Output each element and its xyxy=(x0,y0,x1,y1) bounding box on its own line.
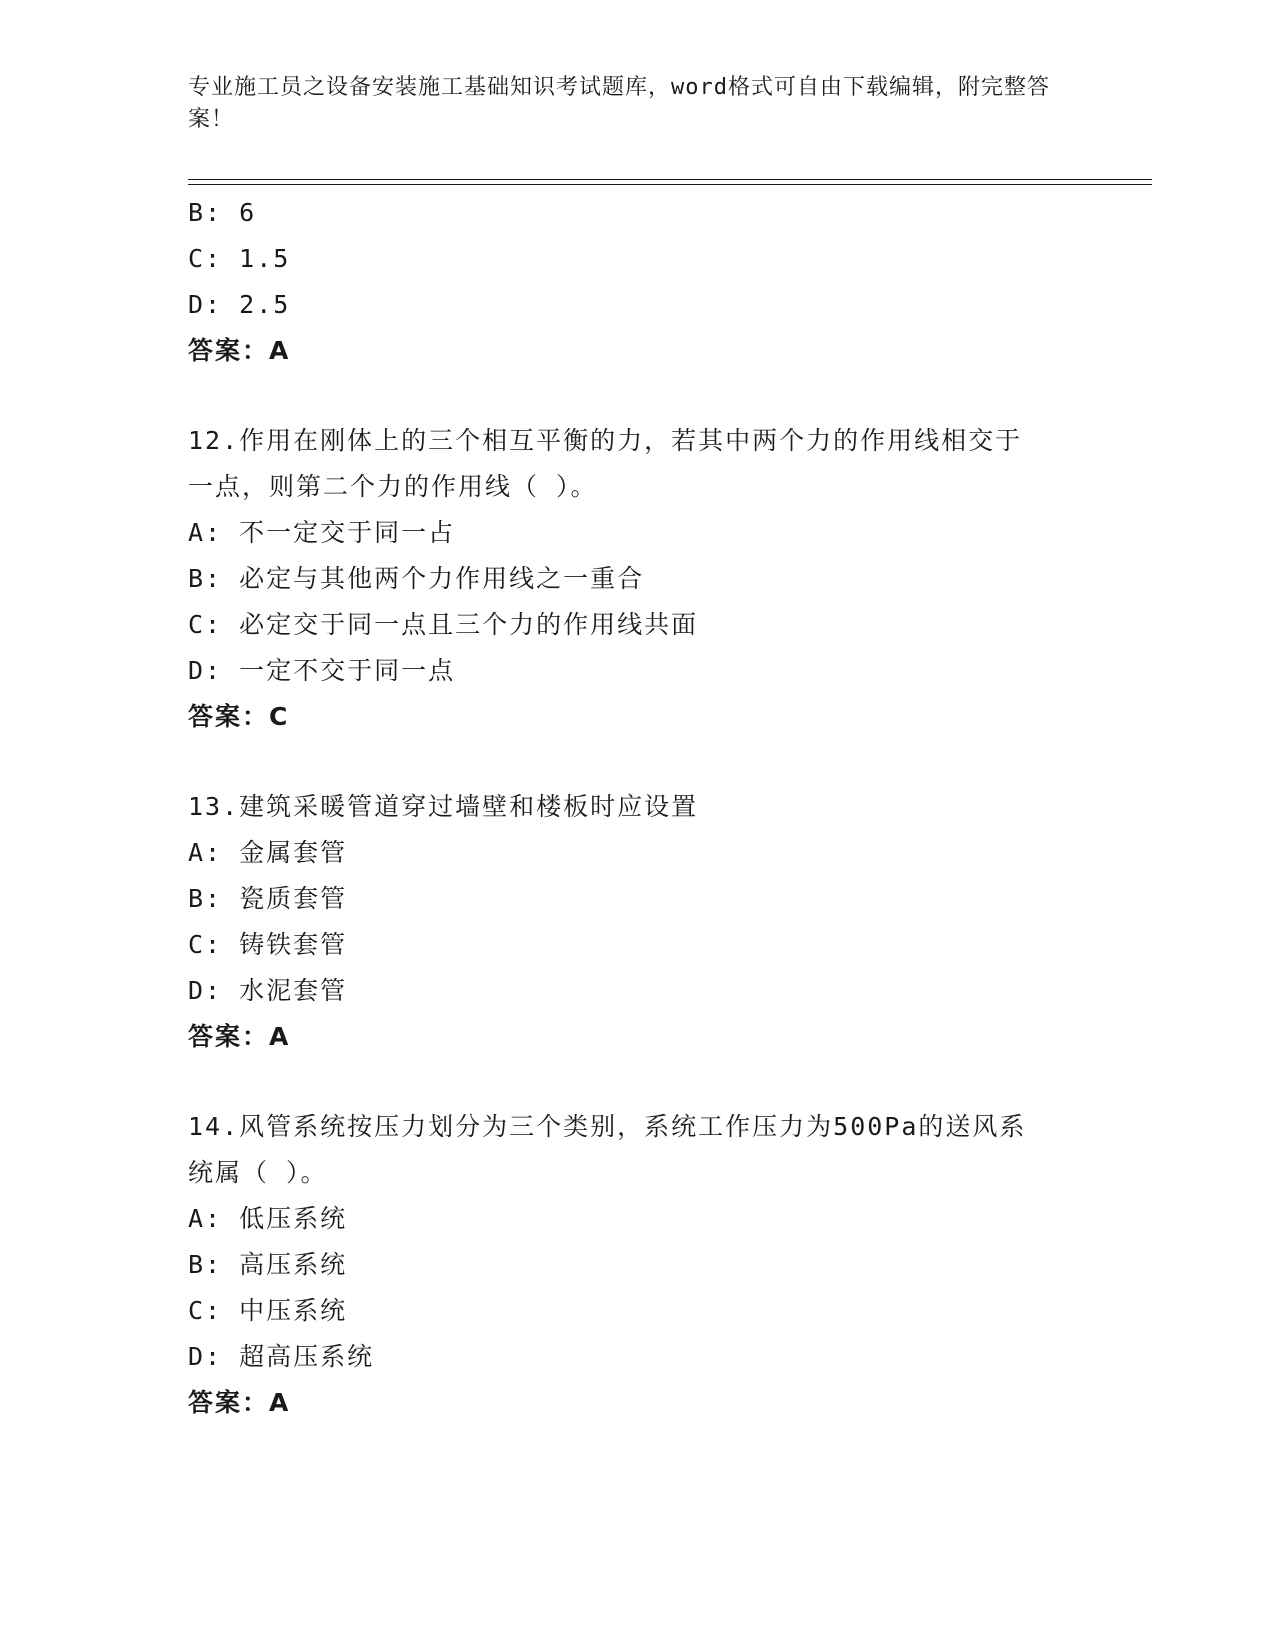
header-divider-top xyxy=(188,179,1152,180)
option-a: A: 不一定交于同一占 xyxy=(188,518,456,547)
option-b: B: 瓷质套管 xyxy=(188,884,348,913)
question-14 xyxy=(188,1104,1088,1426)
previous-question-tail xyxy=(188,190,1088,374)
option-d: D: 一定不交于同一点 xyxy=(188,656,456,685)
answer-line: 答案：A xyxy=(188,1022,291,1051)
option-b: B: 6 xyxy=(188,198,257,227)
option-c: C: 必定交于同一点且三个力的作用线共面 xyxy=(188,610,699,639)
answer-line: 答案：A xyxy=(188,1388,291,1417)
option-d: D: 超高压系统 xyxy=(188,1342,375,1371)
option-c: C: 1.5 xyxy=(188,244,291,273)
option-c: C: 中压系统 xyxy=(188,1296,348,1325)
option-b: B: 必定与其他两个力作用线之一重合 xyxy=(188,564,645,593)
question-12 xyxy=(188,418,1088,740)
answer-line: 答案：C xyxy=(188,702,290,731)
spacer xyxy=(188,740,1088,784)
spacer xyxy=(188,374,1088,418)
option-d: D: 水泥套管 xyxy=(188,976,348,1005)
question-stem: 12.作用在刚体上的三个相互平衡的力，若其中两个力的作用线相交于 xyxy=(188,426,1023,455)
header-divider-bottom xyxy=(188,184,1152,185)
question-stem: 13.建筑采暖管道穿过墙壁和楼板时应设置 xyxy=(188,792,699,821)
question-content xyxy=(188,190,1088,1426)
spacer xyxy=(188,1060,1088,1104)
option-b: B: 高压系统 xyxy=(188,1250,348,1279)
answer-line: 答案：A xyxy=(188,336,291,365)
question-stem: 一点，则第二个力的作用线（ ）。 xyxy=(188,472,598,501)
header-title: 专业施工员之设备安装施工基础知识考试题库，word格式可自由下载编辑，附完整答案！ xyxy=(188,75,1050,132)
question-stem: 14.风管系统按压力划分为三个类别，系统工作压力为500Pa的送风系 xyxy=(188,1112,1027,1141)
question-stem: 统属（ ）。 xyxy=(188,1158,328,1187)
option-d: D: 2.5 xyxy=(188,290,291,319)
question-13 xyxy=(188,784,1088,1060)
option-a: A: 金属套管 xyxy=(188,838,348,867)
option-a: A: 低压系统 xyxy=(188,1204,348,1233)
page-header xyxy=(188,72,1068,136)
option-c: C: 铸铁套管 xyxy=(188,930,348,959)
